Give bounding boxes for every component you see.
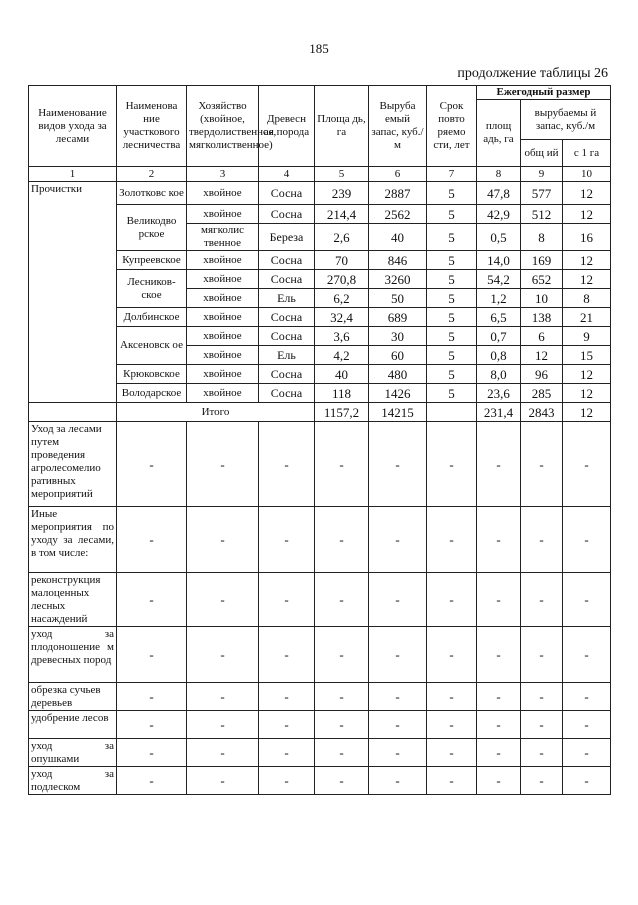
species-cell: Сосна — [259, 205, 315, 224]
header-economy: Хозяйство (хвойное, твердолиственное, мягколиственное) — [187, 86, 259, 167]
column-number: 4 — [259, 167, 315, 182]
period-cell: 5 — [427, 289, 477, 308]
annual-area-cell: 47,8 — [477, 182, 521, 205]
species-cell: Ель — [259, 289, 315, 308]
forestry-cell: Крюковское — [117, 365, 187, 384]
period-cell: 5 — [427, 205, 477, 224]
dash-cell: - — [427, 767, 477, 795]
dash-cell: - — [521, 739, 563, 767]
dash-cell: - — [259, 422, 315, 507]
annual-stock-per-ha-cell: 12 — [563, 205, 611, 224]
dash-cell: - — [187, 573, 259, 627]
dash-cell: - — [187, 422, 259, 507]
annual-area-cell: 42,9 — [477, 205, 521, 224]
dash-cell: - — [369, 573, 427, 627]
dash-cell: - — [315, 683, 369, 711]
period-cell: 5 — [427, 308, 477, 327]
table-row — [29, 627, 611, 683]
dash-cell: - — [369, 422, 427, 507]
header-forestry: Наименова ние участкового лесничества — [117, 86, 187, 167]
period-cell: 5 — [427, 327, 477, 346]
header-annual-area: площ адь, га — [477, 100, 521, 167]
annual-stock-total-cell: 6 — [521, 327, 563, 346]
forestry-cell: Долбинское — [117, 308, 187, 327]
dash-cell: - — [187, 739, 259, 767]
economy-cell: хвойное — [187, 308, 259, 327]
total-label: Итого — [117, 403, 315, 422]
annual-stock-per-ha-cell: 8 — [563, 289, 611, 308]
area-cell: 3,6 — [315, 327, 369, 346]
table-row — [29, 365, 611, 384]
table-row — [29, 422, 611, 507]
total-row — [29, 403, 611, 422]
table-row — [29, 507, 611, 573]
forestry-cell: Володарское — [117, 384, 187, 403]
species-cell: Сосна — [259, 384, 315, 403]
table-row — [29, 205, 611, 224]
area-cell: 2,6 — [315, 224, 369, 251]
annual-stock-total-cell: 169 — [521, 251, 563, 270]
stock-cell: 689 — [369, 308, 427, 327]
annual-area-cell: 8,0 — [477, 365, 521, 384]
forestry-cell: Лесников- ское — [117, 270, 187, 308]
annual-stock-per-ha-cell: 12 — [563, 270, 611, 289]
period-cell: 5 — [427, 270, 477, 289]
dash-cell: - — [369, 739, 427, 767]
species-cell: Береза — [259, 224, 315, 251]
dash-cell: - — [563, 767, 611, 795]
annual-stock-total-cell: 285 — [521, 384, 563, 403]
annual-stock-total-cell: 577 — [521, 182, 563, 205]
annual-stock-total-cell: 10 — [521, 289, 563, 308]
dash-cell: - — [259, 507, 315, 573]
dash-cell: - — [117, 422, 187, 507]
stock-cell: 846 — [369, 251, 427, 270]
stock-cell: 40 — [369, 224, 427, 251]
column-number: 8 — [477, 167, 521, 182]
dash-cell: - — [563, 711, 611, 739]
total-annual-stock-cell: 2843 — [521, 403, 563, 422]
annual-stock-per-ha-cell: 15 — [563, 346, 611, 365]
area-cell: 270,8 — [315, 270, 369, 289]
table-row — [29, 308, 611, 327]
dash-cell: - — [315, 767, 369, 795]
dash-cell: - — [563, 507, 611, 573]
header-stock: Выруба емый запас, куб./м — [369, 86, 427, 167]
annual-area-cell: 1,2 — [477, 289, 521, 308]
area-cell: 239 — [315, 182, 369, 205]
header-annual-stock-per-ha: с 1 га — [563, 140, 611, 167]
stock-cell: 30 — [369, 327, 427, 346]
annual-stock-per-ha-cell: 12 — [563, 251, 611, 270]
page-number: 185 — [309, 41, 329, 56]
care-type-cell: Уход за лесами путем проведения агролесомелио ративных мероприятий — [29, 422, 117, 507]
header-annual-stock-total: общ ий — [521, 140, 563, 167]
annual-area-cell: 0,7 — [477, 327, 521, 346]
dash-cell: - — [117, 739, 187, 767]
column-number: 1 — [29, 167, 117, 182]
dash-cell: - — [521, 711, 563, 739]
table-row — [29, 384, 611, 403]
table-row — [29, 767, 611, 795]
dash-cell: - — [187, 683, 259, 711]
care-type-cell: Прочистки — [29, 182, 117, 403]
annual-stock-total-cell: 512 — [521, 205, 563, 224]
dash-cell: - — [259, 739, 315, 767]
economy-cell: хвойное — [187, 251, 259, 270]
dash-cell: - — [477, 767, 521, 795]
dash-cell: - — [521, 573, 563, 627]
empty-cell — [29, 403, 117, 422]
species-cell: Сосна — [259, 182, 315, 205]
area-cell: 214,4 — [315, 205, 369, 224]
dash-cell: - — [563, 683, 611, 711]
dash-cell: - — [315, 573, 369, 627]
forestry-cell: Аксеновск ое — [117, 327, 187, 365]
care-type-cell: Иные мероприятия по уходу за лесами, в том числе: — [29, 507, 117, 573]
forestry-cell: Великодво рское — [117, 205, 187, 251]
stock-cell: 480 — [369, 365, 427, 384]
annual-area-cell: 0,8 — [477, 346, 521, 365]
dash-cell: - — [521, 767, 563, 795]
dash-cell: - — [369, 507, 427, 573]
annual-area-cell: 0,5 — [477, 224, 521, 251]
column-number: 6 — [369, 167, 427, 182]
dash-cell: - — [477, 739, 521, 767]
period-cell: 5 — [427, 365, 477, 384]
dash-cell: - — [521, 627, 563, 683]
total-stock-cell: 14215 — [369, 403, 427, 422]
dash-cell: - — [427, 627, 477, 683]
header-annual-stock: вырубаемы й запас, куб./м — [521, 100, 611, 140]
annual-area-cell: 14,0 — [477, 251, 521, 270]
total-per-ha-cell: 12 — [563, 403, 611, 422]
dash-cell: - — [117, 683, 187, 711]
care-type-cell: реконструкция малоценных лесных насаждений — [29, 573, 117, 627]
area-cell: 4,2 — [315, 346, 369, 365]
economy-cell: хвойное — [187, 327, 259, 346]
total-area-cell: 1157,2 — [315, 403, 369, 422]
stock-cell: 50 — [369, 289, 427, 308]
economy-cell: хвойное — [187, 289, 259, 308]
economy-cell: мягколис твенное — [187, 224, 259, 251]
dash-cell: - — [477, 422, 521, 507]
dash-cell: - — [315, 627, 369, 683]
annual-stock-per-ha-cell: 12 — [563, 384, 611, 403]
species-cell: Сосна — [259, 365, 315, 384]
dash-cell: - — [563, 739, 611, 767]
dash-cell: - — [117, 627, 187, 683]
care-type-cell: удобрение лесов — [29, 711, 117, 739]
header-annual-size: Ежегодный размер — [477, 86, 611, 100]
dash-cell: - — [563, 422, 611, 507]
area-cell: 70 — [315, 251, 369, 270]
dash-cell: - — [369, 627, 427, 683]
annual-stock-per-ha-cell: 12 — [563, 365, 611, 384]
economy-cell: хвойное — [187, 205, 259, 224]
stock-cell: 2562 — [369, 205, 427, 224]
period-cell: 5 — [427, 251, 477, 270]
dash-cell: - — [521, 507, 563, 573]
dash-cell: - — [259, 573, 315, 627]
area-cell: 40 — [315, 365, 369, 384]
dash-cell: - — [315, 507, 369, 573]
dash-cell: - — [477, 507, 521, 573]
annual-stock-total-cell: 652 — [521, 270, 563, 289]
column-number: 3 — [187, 167, 259, 182]
table-row — [29, 270, 611, 289]
dash-cell: - — [369, 767, 427, 795]
species-cell: Сосна — [259, 308, 315, 327]
period-cell: 5 — [427, 182, 477, 205]
dash-cell: - — [563, 627, 611, 683]
period-cell: 5 — [427, 384, 477, 403]
column-number-row — [29, 167, 611, 182]
species-cell: Сосна — [259, 270, 315, 289]
stock-cell: 60 — [369, 346, 427, 365]
header-species: Древесн ая порода — [259, 86, 315, 167]
annual-stock-per-ha-cell: 12 — [563, 182, 611, 205]
care-type-cell: уход за подлеском — [29, 767, 117, 795]
dash-cell: - — [187, 627, 259, 683]
column-number: 7 — [427, 167, 477, 182]
dash-cell: - — [427, 739, 477, 767]
dash-cell: - — [369, 683, 427, 711]
annual-stock-total-cell: 138 — [521, 308, 563, 327]
stock-cell: 2887 — [369, 182, 427, 205]
annual-stock-per-ha-cell: 21 — [563, 308, 611, 327]
annual-stock-total-cell: 96 — [521, 365, 563, 384]
dash-cell: - — [427, 507, 477, 573]
column-number: 10 — [563, 167, 611, 182]
column-number: 9 — [521, 167, 563, 182]
table-row — [29, 573, 611, 627]
table-continuation-caption: продолжение таблицы 26 — [457, 66, 608, 81]
dash-cell: - — [477, 711, 521, 739]
dash-cell: - — [117, 507, 187, 573]
table-row — [29, 182, 611, 205]
economy-cell: хвойное — [187, 384, 259, 403]
table-row — [29, 711, 611, 739]
dash-cell: - — [369, 711, 427, 739]
dash-cell: - — [521, 683, 563, 711]
period-cell: 5 — [427, 346, 477, 365]
annual-stock-per-ha-cell: 16 — [563, 224, 611, 251]
dash-cell: - — [427, 683, 477, 711]
species-cell: Сосна — [259, 251, 315, 270]
dash-cell: - — [187, 767, 259, 795]
dash-cell: - — [315, 739, 369, 767]
care-type-cell: уход за опушками — [29, 739, 117, 767]
stock-cell: 3260 — [369, 270, 427, 289]
column-number: 5 — [315, 167, 369, 182]
dash-cell: - — [117, 711, 187, 739]
annual-area-cell: 6,5 — [477, 308, 521, 327]
table-row — [29, 251, 611, 270]
dash-cell: - — [427, 422, 477, 507]
total-period-cell — [427, 403, 477, 422]
dash-cell: - — [117, 767, 187, 795]
forest-care-table — [28, 85, 611, 795]
dash-cell: - — [563, 573, 611, 627]
species-cell: Ель — [259, 346, 315, 365]
annual-stock-total-cell: 8 — [521, 224, 563, 251]
dash-cell: - — [259, 767, 315, 795]
species-cell: Сосна — [259, 327, 315, 346]
annual-area-cell: 54,2 — [477, 270, 521, 289]
dash-cell: - — [477, 573, 521, 627]
table-row — [29, 739, 611, 767]
header-period: Срок повто ряемо сти, лет — [427, 86, 477, 167]
care-type-cell: уход за плодоношение м древесных пород — [29, 627, 117, 683]
dash-cell: - — [477, 627, 521, 683]
dash-cell: - — [259, 683, 315, 711]
dash-cell: - — [187, 711, 259, 739]
column-number: 2 — [117, 167, 187, 182]
dash-cell: - — [259, 711, 315, 739]
header-area: Площа дь, га — [315, 86, 369, 167]
dash-cell: - — [427, 573, 477, 627]
header-care-type: Наименование видов ухода за лесами — [29, 86, 117, 167]
stock-cell: 1426 — [369, 384, 427, 403]
dash-cell: - — [315, 422, 369, 507]
table-row — [29, 683, 611, 711]
dash-cell: - — [315, 711, 369, 739]
dash-cell: - — [521, 422, 563, 507]
economy-cell: хвойное — [187, 270, 259, 289]
care-type-cell: обрезка сучьев деревьев — [29, 683, 117, 711]
period-cell: 5 — [427, 224, 477, 251]
dash-cell: - — [427, 711, 477, 739]
dash-cell: - — [477, 683, 521, 711]
economy-cell: хвойное — [187, 182, 259, 205]
annual-stock-total-cell: 12 — [521, 346, 563, 365]
annual-stock-per-ha-cell: 9 — [563, 327, 611, 346]
dash-cell: - — [117, 573, 187, 627]
area-cell: 118 — [315, 384, 369, 403]
dash-cell: - — [187, 507, 259, 573]
economy-cell: хвойное — [187, 346, 259, 365]
area-cell: 32,4 — [315, 308, 369, 327]
dash-cell: - — [259, 627, 315, 683]
table-row — [29, 327, 611, 346]
total-annual-area-cell: 231,4 — [477, 403, 521, 422]
economy-cell: хвойное — [187, 365, 259, 384]
area-cell: 6,2 — [315, 289, 369, 308]
forestry-cell: Золотковс кое — [117, 182, 187, 205]
annual-area-cell: 23,6 — [477, 384, 521, 403]
forestry-cell: Купреевское — [117, 251, 187, 270]
